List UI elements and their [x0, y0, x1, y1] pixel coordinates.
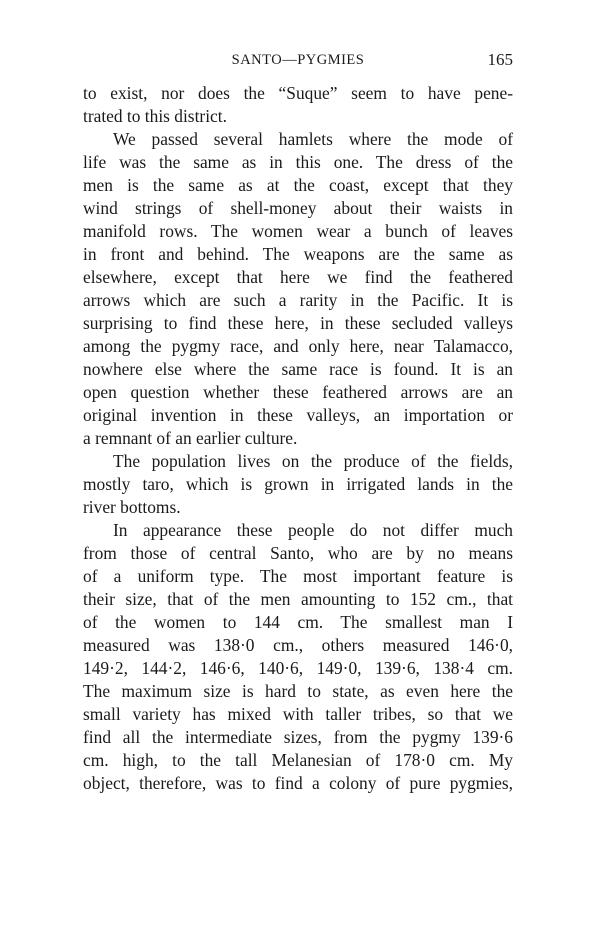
text-line: The maximum size is hard to state, as even here the: [83, 681, 513, 701]
text-line: object, therefore, was to find a colony of pure pygmies,: [83, 773, 513, 793]
text-line: In appearance these people do not differ much: [113, 520, 513, 540]
text-line: nowhere else where the same race is found. It is an: [83, 359, 513, 379]
text-line: from those of central Santo, who are by no means: [83, 543, 513, 563]
text-line: arrows which are such a rarity in the Pacific. It is: [83, 290, 513, 310]
text-line: river bottoms.: [83, 497, 181, 517]
body-text: [83, 82, 513, 795]
text-line: elsewhere, except that here we find the feathered: [83, 267, 513, 287]
text-line: in front and behind. The weapons are the same as: [83, 244, 513, 264]
text-line: their size, that of the men amounting to 152 cm., that: [83, 589, 513, 609]
text-line: of the women to 144 cm. The smallest man I: [83, 612, 513, 632]
text-line: a remnant of an earlier culture.: [83, 428, 298, 448]
text-line: find all the intermediate sizes, from the pygmy 139·6: [83, 727, 513, 747]
text-line: small variety has mixed with taller tribes, so that we: [83, 704, 513, 724]
text-line: among the pygmy race, and only here, near Talamacco,: [83, 336, 513, 356]
text-line: cm. high, to the tall Melanesian of 178·0 cm. My: [83, 750, 513, 770]
page-number: 165: [487, 50, 513, 69]
text-line: mostly taro, which is grown in irrigated lands in the: [83, 474, 513, 494]
text-line: surprising to find these here, in these secluded valleys: [83, 313, 513, 333]
text-line: wind strings of shell-money about their waists in: [83, 198, 513, 218]
text-line: trated to this district.: [83, 106, 227, 126]
text-line: We passed several hamlets where the mode of: [113, 129, 513, 149]
text-line: life was the same as in this one. The dress of the: [83, 152, 513, 172]
text-line: manifold rows. The women wear a bunch of leaves: [83, 221, 513, 241]
running-title: SANTO—PYGMIES: [231, 52, 365, 68]
text-line: of a uniform type. The most important feature is: [83, 566, 513, 586]
text-line: The population lives on the produce of the fields,: [113, 451, 513, 471]
text-line: open question whether these feathered arrows are an: [83, 382, 513, 402]
text-line: original invention in these valleys, an importation or: [83, 405, 513, 425]
running-header: [83, 48, 513, 72]
text-line: 149·2, 144·2, 146·6, 140·6, 149·0, 139·6, 138·4 cm.: [83, 658, 513, 678]
text-line: men is the same as at the coast, except that they: [83, 175, 513, 195]
text-line: measured was 138·0 cm., others measured 146·0,: [83, 635, 513, 655]
text-line: to exist, nor does the “Suque” seem to have pene-: [83, 83, 513, 103]
